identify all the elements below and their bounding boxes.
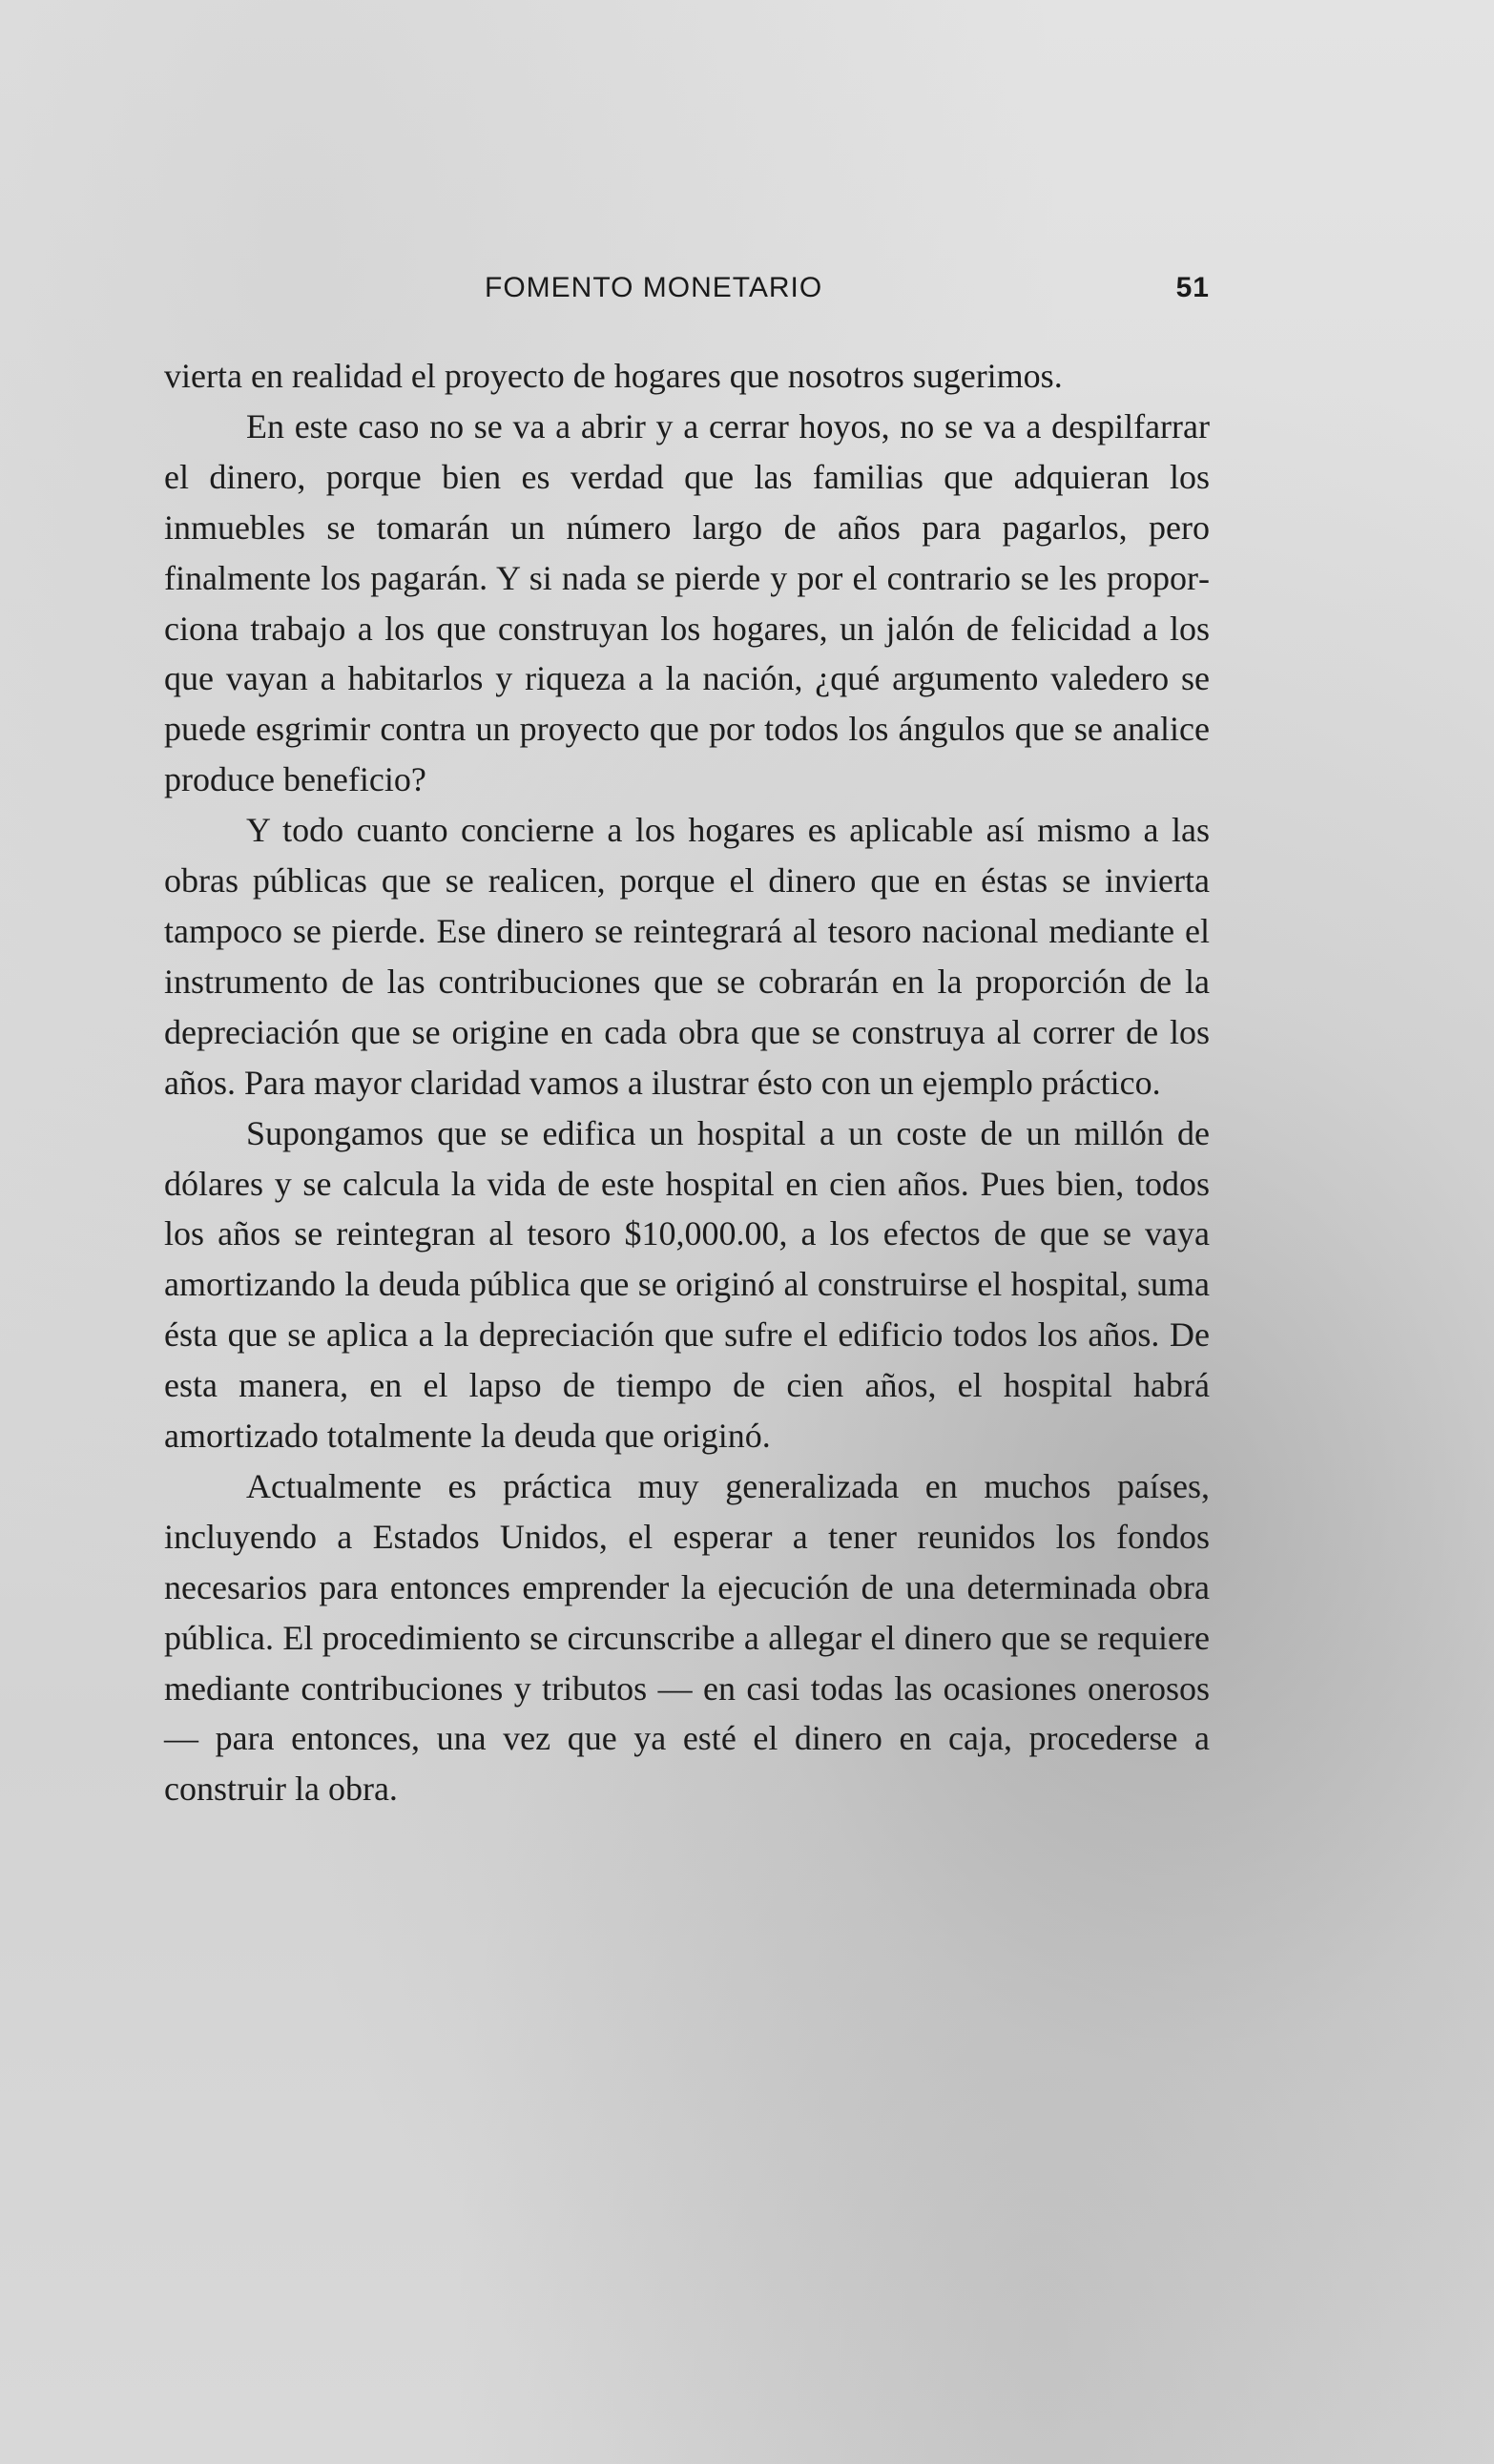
paragraph-continuation: vierta en realidad el proyecto de hogares que nosotros sugerimos. xyxy=(164,357,1063,395)
paragraph: Actualmente es práctica muy generalizada en muchos países, incluyendo a Estados Unidos, el esperar a tener reunidos los fondos necesarios para entonces emprender la ejecución de una determinada obra pública. El procedimiento se circunscribe a allegar el dinero que se requiere mediante contribuciones y tributos — en casi todas las ocasiones onerosos — para entonces, una vez que ya esté el dinero en caja, procederse a construir la obra. xyxy=(164,1466,1210,1809)
page-number: 51 xyxy=(1175,272,1210,303)
running-title: FOMENTO MONETARIO xyxy=(485,272,823,303)
page-header xyxy=(164,272,1210,320)
paragraph: Supongamos que se edifica un hospital a un coste de un millón de dólares y se calcula la vida de este hospital en cien años. Pues bien, todos los años se reintegran al tesoro $10,000.00, a los efectos de que se vaya amortizando la deuda pública que se originó al construirse el hospital, suma ésta que se aplica a la depreciación que sufre el edificio todos los años. De esta manera, en el lapso de tiempo de cien años, el hospital habrá amortizado totalmente la deuda que originó. xyxy=(164,1113,1210,1456)
paragraph: Y todo cuanto concierne a los hogares es aplicable así mismo a las obras públicas que se realicen, porque el dinero que en éstas se invierta tampoco se pierde. Ese dinero se reintegrará al tesoro nacional mediante el instrumento de las contribuciones que se cobrarán en la proporción de la depreciación que se origine en cada obra que se construya al correr de los años. Para mayor claridad vamos a ilustrar ésto con un ejemplo práctico. xyxy=(164,811,1210,1102)
paragraph: En este caso no se va a abrir y a cerrar hoyos, no se va a despilfarrar el dinero, porque bien es verdad que las familias que adquieran los inmuebles se tomarán un número largo de años para pagarlos, pero finalmente los pagarán. Y si nada se pierde y por el contrario se les proporciona trabajo a los que construyan los hogares, un jalón de felicidad a los que vayan a habitarlos y riqueza a la nación, ¿qué argumento valedero se puede esgrimir contra un proyecto que por todos los ángulos que se analice produce beneficio? xyxy=(164,406,1210,799)
body-text xyxy=(164,351,1210,1814)
